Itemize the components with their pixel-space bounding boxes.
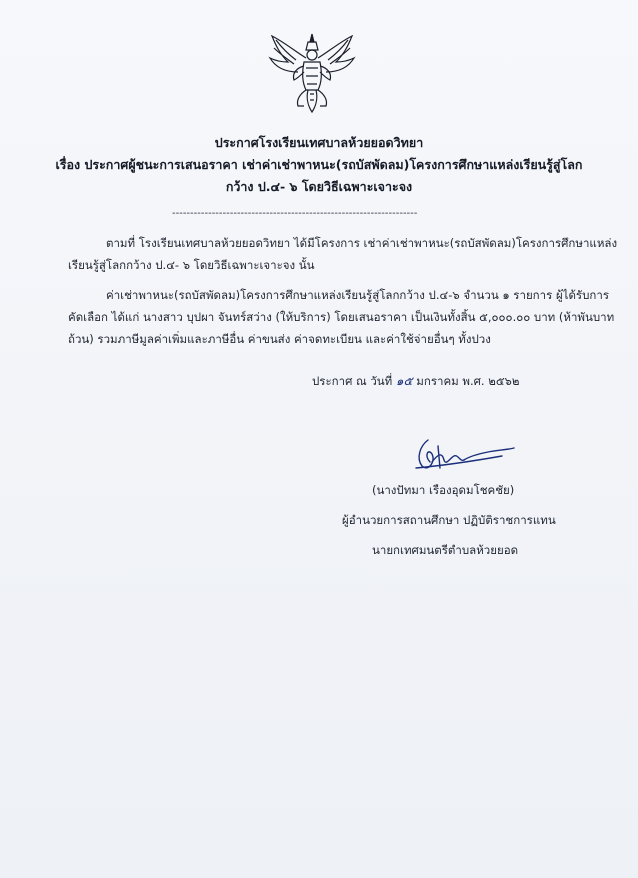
signer-authority: นายกเทศมนตรีตำบลห้วยยอด bbox=[372, 543, 519, 557]
date-day: ๑๕ bbox=[395, 374, 413, 388]
paragraph-1-line-2: เรียนรู้สู่โลกกว้าง ป.๔- ๖ โดยวิธีเฉพาะเจาะจง นั้น bbox=[68, 258, 315, 272]
paragraph-1 bbox=[68, 232, 618, 276]
date-prefix: ประกาศ ณ วันที่ bbox=[312, 374, 393, 388]
garuda-emblem-icon bbox=[266, 32, 358, 114]
date-suffix: มกราคม พ.ศ. ๒๕๖๒ bbox=[416, 374, 520, 388]
signer-position: ผู้อำนวยการสถานศึกษา ปฏิบัติราชการแทน bbox=[342, 513, 556, 527]
announcement-date bbox=[312, 372, 519, 391]
document-header bbox=[0, 132, 638, 198]
separator-line: -------------------------------------------------------------------- bbox=[172, 208, 418, 219]
paragraph-2-line-2: คัดเลือก ได้แก่ นางสาว บุปผา จันทร์สว่าง (ให้บริการ) โดยเสนอราคา เป็นเงินทั้งสิ้น ๕,๐๐๐.๐๐ บาท (ห้าพันบาท bbox=[68, 310, 615, 324]
signer-name: (นางปัทมา เรืองอุดมโชคชัย) bbox=[372, 483, 515, 497]
paragraph-1-line-1: ตามที่ โรงเรียนเทศบาลห้วยยอดวิทยา ได้มีโครงการ เช่าค่าเช่าพาหนะ(รถบัสพัดลม)โครงการศึกษาแหล่ง bbox=[106, 236, 618, 250]
announcement-subject-cont: กว้าง ป.๔- ๖ โดยวิธีเฉพาะเจาะจง bbox=[225, 179, 413, 194]
announcement-title: ประกาศโรงเรียนเทศบาลห้วยยอดวิทยา bbox=[214, 135, 424, 150]
paragraph-2-line-1: ค่าเช่าพาหนะ(รถบัสพัดลม)โครงการศึกษาแหล่งเรียนรู้สู่โลกกว้าง ป.๔-๖ จำนวน ๑ รายการ ผู้ได้รับการ bbox=[106, 288, 610, 302]
paragraph-2 bbox=[68, 284, 615, 350]
paragraph-2-line-3: ถ้วน) รวมภาษีมูลค่าเพิ่มและภาษีอื่น ค่าขนส่ง ค่าจดทะเบียน และค่าใช้จ่ายอื่นๆ ทั้งปวง bbox=[68, 332, 491, 346]
signature-icon bbox=[398, 432, 518, 482]
announcement-subject: เรื่อง ประกาศผู้ชนะการเสนอราคา เช่าค่าเช่าพาหนะ(รถบัสพัดลม)โครงการศึกษาแหล่งเรียนรู้สู่โลก bbox=[55, 157, 583, 172]
